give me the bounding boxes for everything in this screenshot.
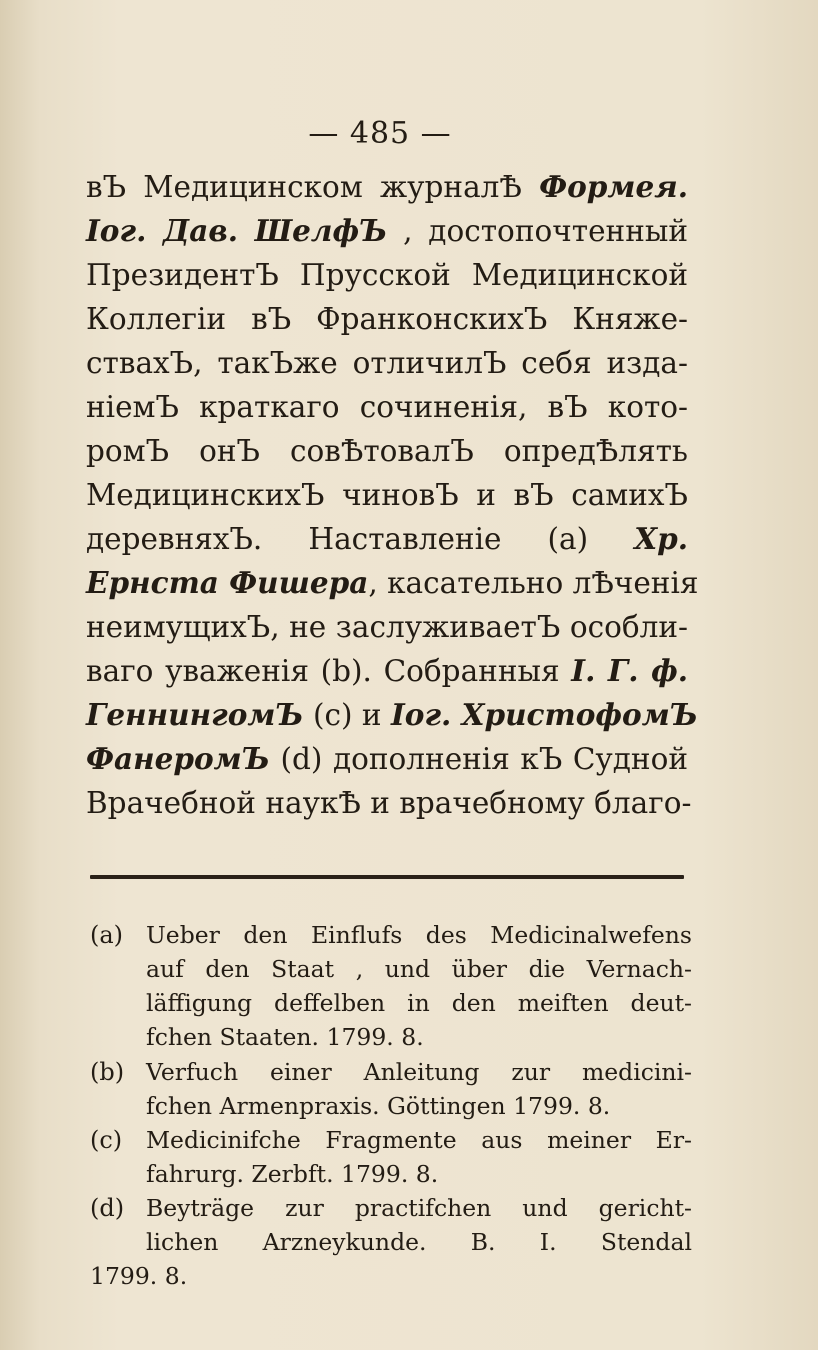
body-line-7: ромЪ онЪ совѢтовалЪ опредѢлять bbox=[86, 434, 688, 468]
footnote-c-label: (c) bbox=[90, 1126, 123, 1154]
footnote-d-label: (d) bbox=[90, 1194, 125, 1222]
footnote-a-line-1: Ueber den Einflufs des Medicinalwefens bbox=[146, 921, 692, 949]
body-line-9: деревняхЪ. Наставленіе (a) Хр. bbox=[86, 521, 688, 556]
body-line-4: Коллегіи вЪ ФранконскихЪ Княже- bbox=[86, 302, 688, 336]
body-line-6: ніемЪ краткаго сочиненія, вЪ кото- bbox=[86, 390, 688, 424]
body-line-10: Ернста Фишера, касательно лѢченія bbox=[86, 565, 699, 600]
footnote-a-label: (a) bbox=[90, 921, 124, 949]
footnote-d-line-1: Beyträge zur practifchen und gericht- bbox=[146, 1194, 692, 1222]
footnote-a-line-3: läffigung deffelben in den meiften deut- bbox=[146, 989, 692, 1017]
footnote-b-line-1: Verfuch einer Anleitung zur medicini- bbox=[146, 1058, 692, 1086]
body-line-11: неимущихЪ, не заслуживаетЪ особли- bbox=[86, 610, 688, 644]
page-number: — 485 — bbox=[308, 116, 452, 151]
body-line-8: МедицинскихЪ чиновЪ и вЪ самихЪ bbox=[86, 478, 688, 512]
footnote-a-line-4: fchen Staaten. 1799. 8. bbox=[146, 1023, 424, 1051]
footnote-b-label: (b) bbox=[90, 1058, 125, 1086]
body-line-3: ПрезидентЪ Прусской Медицинской bbox=[86, 258, 688, 292]
footnote-b-line-2: fchen Armenpraxis. Göttingen 1799. 8. bbox=[146, 1092, 611, 1120]
body-line-5: ствахЪ, такЪже отличилЪ себя изда- bbox=[86, 346, 688, 380]
footnote-divider bbox=[90, 875, 684, 879]
footnote-c-line-1: Medicinifche Fragmente aus meiner Er- bbox=[146, 1126, 692, 1154]
footnote-c-line-2: fahrurg. Zerbft. 1799. 8. bbox=[146, 1160, 439, 1188]
body-line-12: ваго уваженія (b). Собранныя I. Г. ф. bbox=[86, 653, 688, 688]
footnote-a-line-2: auf den Staat , und über die Vernach- bbox=[146, 955, 692, 983]
footnote-d-line-3: 1799. 8. bbox=[90, 1262, 188, 1290]
body-line-15: Врачебной наукѢ и врачебному благо- bbox=[86, 786, 692, 820]
footnote-d-line-2: lichen Arzneykunde. B. I. Stendal bbox=[146, 1228, 692, 1256]
body-line-1: вЪ Медицинском журналѢ Формея. bbox=[86, 169, 688, 204]
body-line-14: ФанеромЪ (d) дополненія кЪ Судной bbox=[86, 741, 688, 776]
body-line-13: ГеннингомЪ (c) и Iог. ХристофомЪ bbox=[86, 697, 698, 732]
body-line-2: Iог. Дав. ШелфЪ , достопочтенный bbox=[86, 213, 688, 248]
